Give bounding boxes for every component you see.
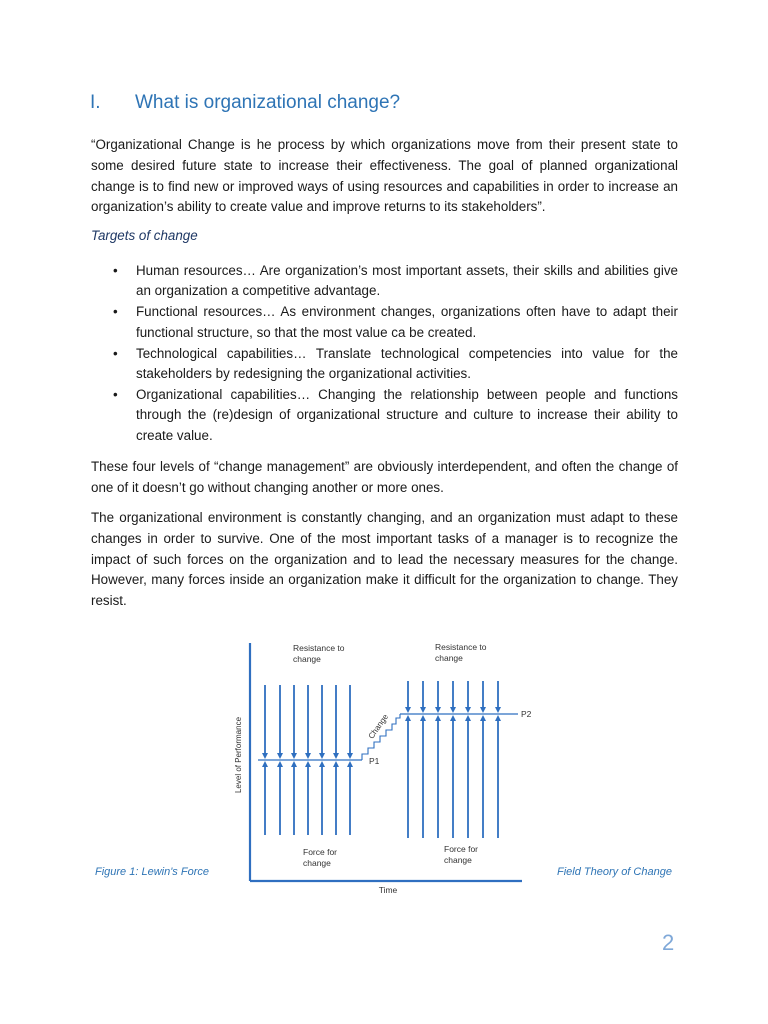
- targets-list: [91, 261, 678, 447]
- y-axis-label: Level of Performance: [234, 716, 243, 794]
- section-heading: [90, 92, 400, 114]
- resistance-label-right-line2: change: [435, 653, 463, 663]
- bullet-icon: •: [113, 263, 118, 278]
- list-item: • Human resources… Are organization’s most important assets, their skills and abilities give an organization a competitive advantage.: [113, 263, 678, 299]
- page-number: 2: [662, 930, 675, 955]
- list-item: • Organizational capabilities… Changing the relationship between people and functions through the (re)design of organizational structure and culture to increase their ability to create value.: [113, 387, 678, 443]
- bullet-icon: •: [113, 387, 118, 403]
- resistance-label-left-line1: Resistance to: [293, 643, 345, 653]
- force-label-right-line1: Force for: [444, 844, 479, 854]
- figure-caption-left: Figure 1: Lewin's Force: [95, 866, 209, 878]
- lewin-force-field-figure: [230, 637, 530, 899]
- figure-svg: [230, 637, 530, 899]
- resistance-label-right-line1: Resistance to: [435, 642, 487, 652]
- list-item: • Technological capabilities… Translate technological competencies into value for the stakeholders by redesigning the organizational activities.: [113, 345, 678, 382]
- resistance-label-left-line2: change: [293, 654, 321, 664]
- force-label-left-line1: Force for: [303, 847, 338, 857]
- interdependent-paragraph: These four levels of “change management” are obviously interdependent, and often the change of one of it doesn’t go without changing another or more ones.: [91, 459, 678, 495]
- environment-paragraph: The organizational environment is constantly changing, and an organization must adapt to these changes in order to survive. One of the most important tasks of a manager is to recognize the impact of such forces on the organization and to lead the necessary measures for the change. However, many forces inside an organization make it difficult for the organization to change. They resist.: [91, 510, 678, 609]
- section-number: I.: [90, 92, 101, 113]
- figure-caption-right: Field Theory of Change: [557, 866, 672, 878]
- bullet-icon: •: [113, 304, 118, 320]
- force-label-right-line2: change: [444, 855, 472, 865]
- targets-heading: Targets of change: [91, 228, 198, 243]
- bullet-icon: •: [113, 345, 118, 361]
- definition-paragraph: “Organizational Change is he process by which organizations move from their present state to some desired future state to increase their effectiveness. The goal of planned organizational change is to find new or improved ways of using resources and capabilities in order to increase an organization’s ability to create value and improve returns to its stakeholders”.: [91, 137, 678, 215]
- section-title: What is organizational change?: [135, 92, 401, 113]
- p1-label: P1: [369, 756, 380, 766]
- force-label-left-line2: change: [303, 858, 331, 868]
- p2-label: P2: [521, 709, 532, 719]
- change-label: Change: [366, 712, 391, 741]
- x-axis-label: Time: [378, 885, 398, 895]
- list-item: • Functional resources… As environment changes, organizations often have to adapt their functional structure, so that the most value ca be created.: [113, 304, 678, 340]
